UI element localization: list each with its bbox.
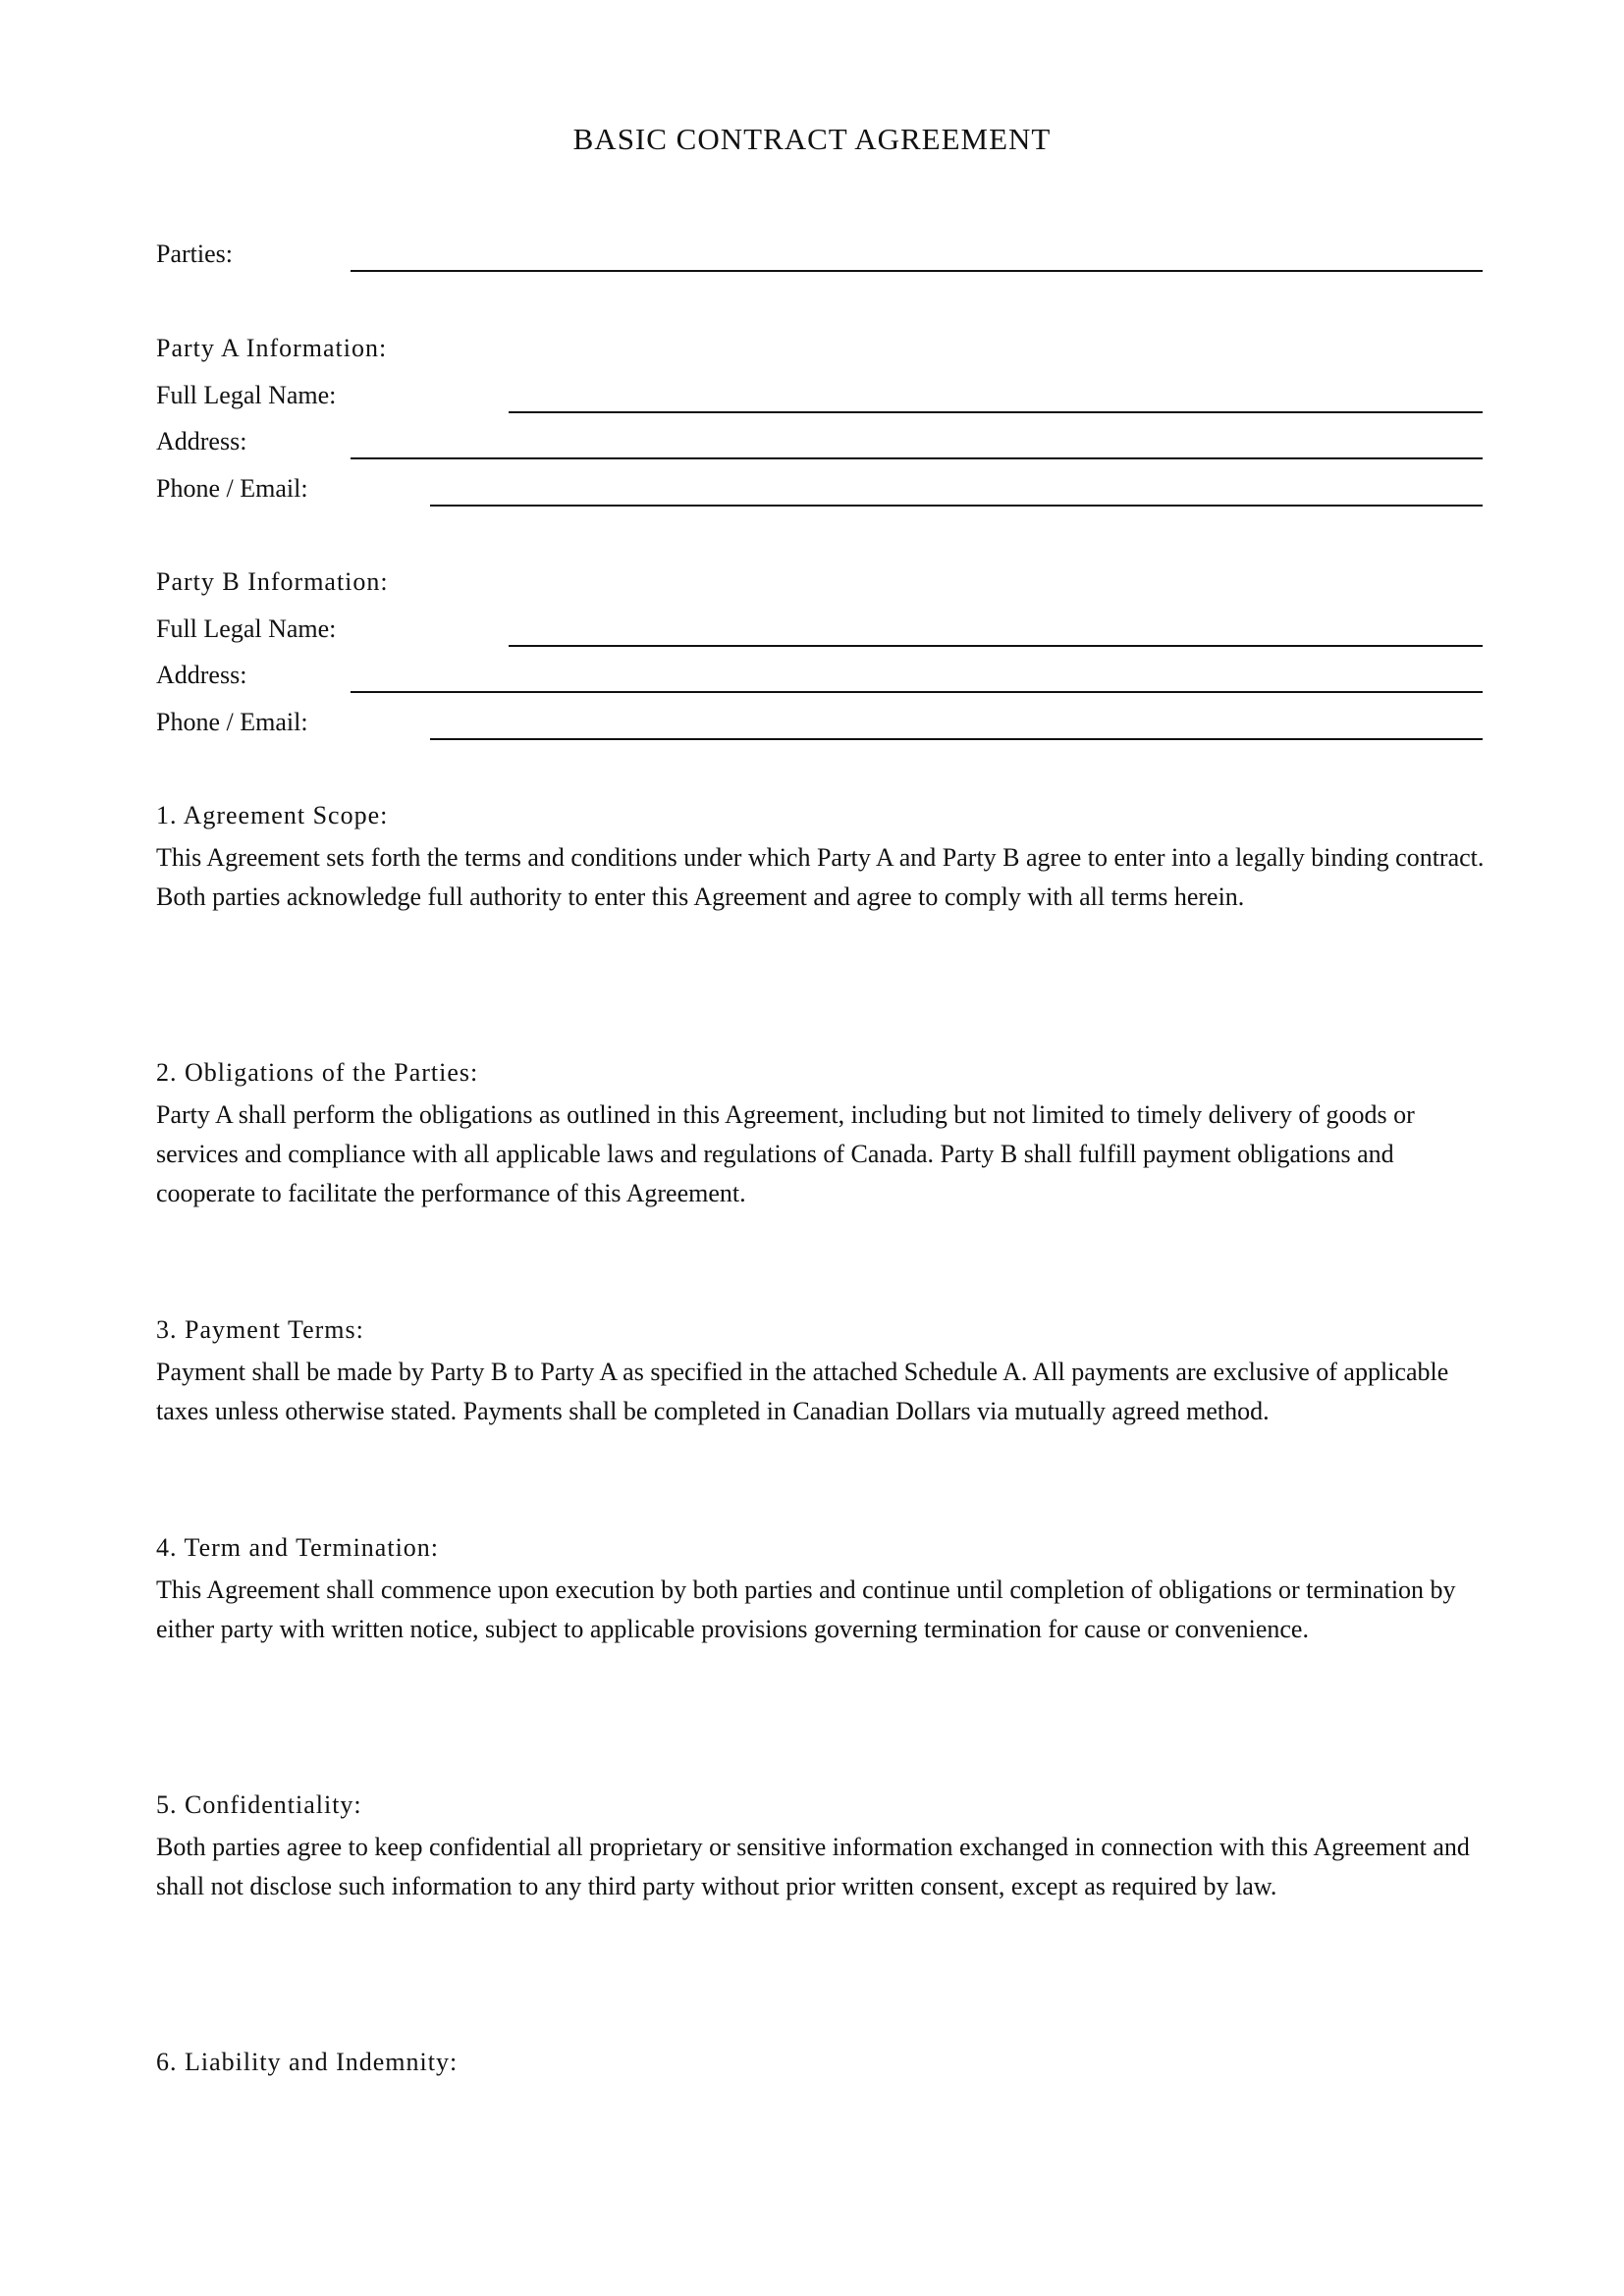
parties-field[interactable] <box>156 238 1483 277</box>
party-b-address-label: Address: <box>156 661 247 689</box>
party-b-contact-field[interactable] <box>156 706 1483 745</box>
party-a-contact-input-line[interactable] <box>430 505 1483 507</box>
section-heading: 1. Agreement Scope: <box>156 801 389 829</box>
section-heading: 4. Term and Termination: <box>156 1533 440 1562</box>
party-a-contact-label: Phone / Email: <box>156 474 308 503</box>
party-a-address-input-line[interactable] <box>351 457 1483 459</box>
party-b-address-input-line[interactable] <box>351 691 1483 693</box>
party-b-contact-input-line[interactable] <box>430 738 1483 740</box>
section-heading: 5. Confidentiality: <box>156 1790 362 1819</box>
party-a-address-field[interactable] <box>156 425 1483 464</box>
section-payment-terms <box>156 1313 1486 1431</box>
party-a-contact-field[interactable] <box>156 472 1483 511</box>
section-liability-indemnity <box>156 2046 1486 2085</box>
party-a-name-input-line[interactable] <box>509 411 1483 413</box>
section-obligations <box>156 1056 1486 1213</box>
section-agreement-scope <box>156 799 1486 917</box>
section-body: This Agreement shall commence upon execution by both parties and continue until completion of obligations or termination by either party with written notice, subject to applicable provisions governing termination for cause or convenience. <box>156 1575 1456 1643</box>
party-a-name-label: Full Legal Name: <box>156 381 337 409</box>
party-a-name-field[interactable] <box>156 379 1483 418</box>
party-b-contact-label: Phone / Email: <box>156 708 308 736</box>
section-heading: 2. Obligations of the Parties: <box>156 1058 479 1087</box>
party-a-heading: Party A Information: <box>156 334 388 362</box>
party-b-heading: Party B Information: <box>156 567 389 596</box>
parties-input-line[interactable] <box>351 270 1483 272</box>
section-body: Party A shall perform the obligations as outlined in this Agreement, including but not limited to timely delivery of goods or services and compliance with all applicable laws and regulations of Canada. Party B shall fulfill payment obligations and cooperate to facilitate the performance of this Agreement. <box>156 1100 1415 1207</box>
section-heading: 3. Payment Terms: <box>156 1315 364 1344</box>
party-a-address-label: Address: <box>156 427 247 455</box>
section-confidentiality <box>156 1789 1486 1906</box>
section-heading: 6. Liability and Indemnity: <box>156 2048 459 2076</box>
section-body: This Agreement sets forth the terms and conditions under which Party A and Party B agree to enter into a legally binding contract. Both parties acknowledge full authority to enter this Agreement and agree to comply with all terms herein. <box>156 843 1485 911</box>
party-b-name-label: Full Legal Name: <box>156 614 337 643</box>
party-b-address-field[interactable] <box>156 659 1483 698</box>
section-term-termination <box>156 1531 1486 1649</box>
parties-label: Parties: <box>156 240 233 268</box>
section-body: Payment shall be made by Party B to Party A as specified in the attached Schedule A. All payments are exclusive of applicable taxes unless otherwise stated. Payments shall be completed in Canadian Dollars via mutually agreed method. <box>156 1358 1449 1425</box>
document-title: BASIC CONTRACT AGREEMENT <box>572 122 1052 156</box>
party-b-name-input-line[interactable] <box>509 645 1483 647</box>
section-body: Both parties agree to keep confidential all proprietary or sensitive information exchanged in connection with this Agreement and shall not disclose such information to any third party without prior written consent, except as required by law. <box>156 1833 1470 1900</box>
party-b-name-field[interactable] <box>156 613 1483 652</box>
